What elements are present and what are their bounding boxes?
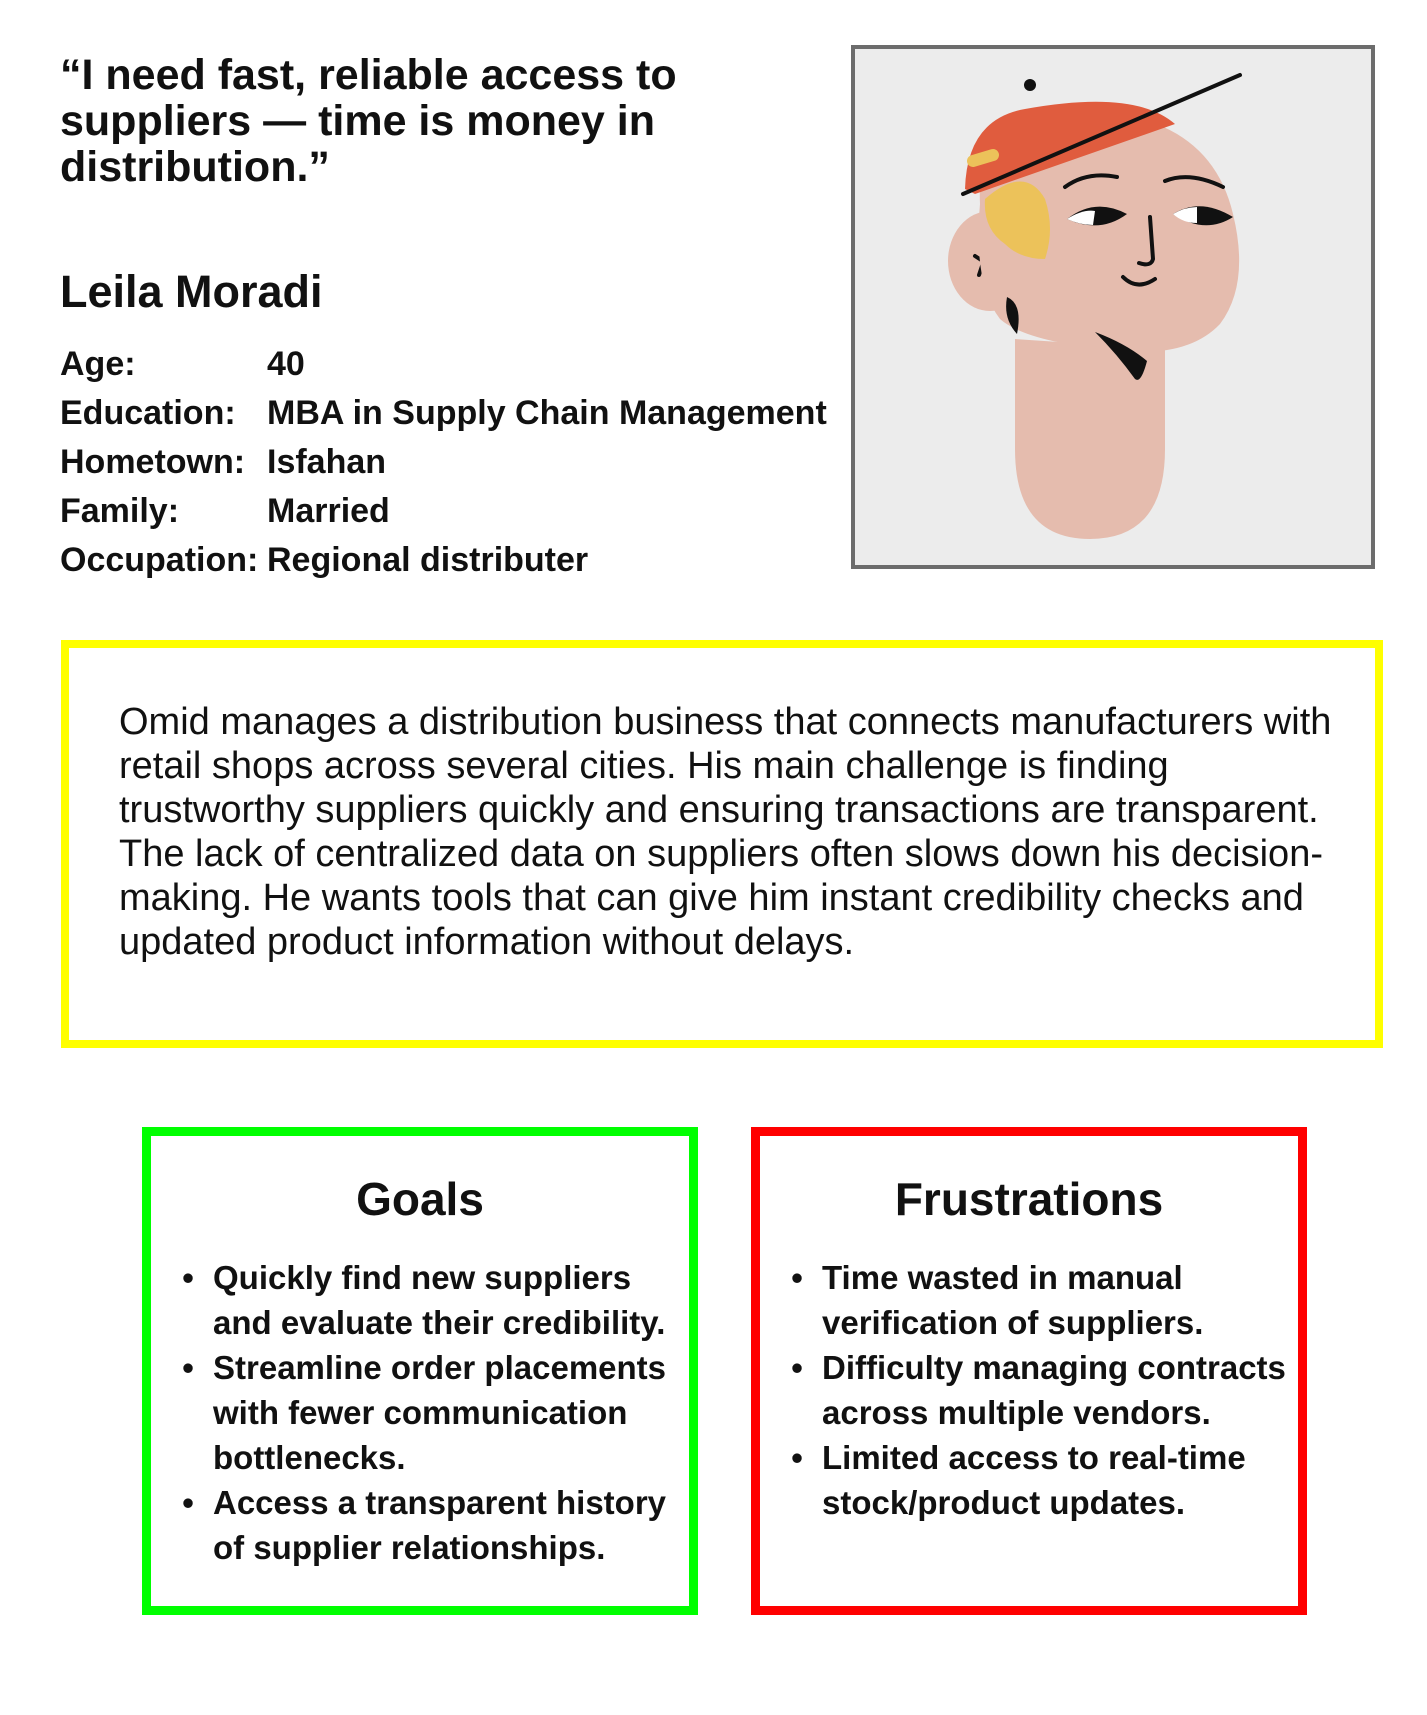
goals-card bbox=[142, 1127, 698, 1615]
fact-row-education bbox=[60, 389, 827, 438]
frustration-item bbox=[782, 1345, 1288, 1435]
frustrations-title: Frustrations bbox=[894, 1173, 1164, 1225]
goal-item bbox=[173, 1480, 679, 1570]
fact-label: Family: bbox=[60, 492, 180, 530]
frustration-item bbox=[782, 1435, 1288, 1525]
frustrations-list bbox=[782, 1255, 1288, 1525]
persona-facts bbox=[60, 340, 827, 585]
goal-item bbox=[173, 1345, 679, 1480]
persona-quote: “I need fast, reliable access to suppliers — time is money in distribution.” bbox=[60, 51, 677, 191]
bio-box bbox=[61, 640, 1383, 1048]
frustration-text: Time wasted in manual verification of suppliers. bbox=[822, 1259, 1204, 1341]
fact-label: Age: bbox=[60, 345, 136, 383]
frustration-text: Difficulty managing contracts across multiple vendors. bbox=[822, 1349, 1286, 1431]
fact-label: Education: bbox=[60, 394, 236, 432]
fact-value: MBA in Supply Chain Management bbox=[267, 394, 827, 432]
bullet-icon: • bbox=[182, 1349, 194, 1386]
goal-item bbox=[173, 1255, 679, 1345]
frustrations-card bbox=[751, 1127, 1307, 1615]
fact-row-family bbox=[60, 487, 827, 536]
bullet-icon: • bbox=[182, 1259, 194, 1296]
fact-label: Hometown: bbox=[60, 443, 246, 481]
bio-text: Omid manages a distribution business that connects manufacturers with retail shops across several cities. His main challenge is finding trustworthy suppliers quickly and ensuring transactions are transparent. The lack of centralized data on suppliers often slows down his decision-making. He wants tools that can give him instant credibility checks and updated product information without delays. bbox=[119, 701, 1332, 963]
frustration-item bbox=[782, 1255, 1288, 1345]
goals-title: Goals bbox=[356, 1173, 484, 1225]
fact-row-hometown bbox=[60, 438, 827, 487]
goal-text: Quickly find new suppliers and evaluate their credibility. bbox=[213, 1259, 666, 1341]
persona-avatar bbox=[851, 45, 1375, 569]
fact-value: 40 bbox=[267, 345, 305, 383]
fact-row-age bbox=[60, 340, 827, 389]
bullet-icon: • bbox=[791, 1439, 803, 1476]
bullet-icon: • bbox=[791, 1259, 803, 1296]
frustration-text: Limited access to real-time stock/product updates. bbox=[822, 1439, 1246, 1521]
bullet-icon: • bbox=[791, 1349, 803, 1386]
goals-list bbox=[173, 1255, 679, 1570]
goal-text: Access a transparent history of supplier relationships. bbox=[213, 1484, 667, 1566]
avatar-illustration-icon bbox=[855, 49, 1371, 565]
fact-value: Married bbox=[267, 492, 390, 530]
fact-label: Occupation: bbox=[60, 541, 259, 579]
fact-row-occupation bbox=[60, 536, 827, 585]
bullet-icon: • bbox=[182, 1484, 194, 1521]
fact-value: Regional distributer bbox=[267, 541, 589, 579]
fact-value: Isfahan bbox=[267, 443, 387, 481]
goal-text: Streamline order placements with fewer communication bottlenecks. bbox=[213, 1349, 667, 1476]
persona-name: Leila Moradi bbox=[60, 266, 323, 317]
